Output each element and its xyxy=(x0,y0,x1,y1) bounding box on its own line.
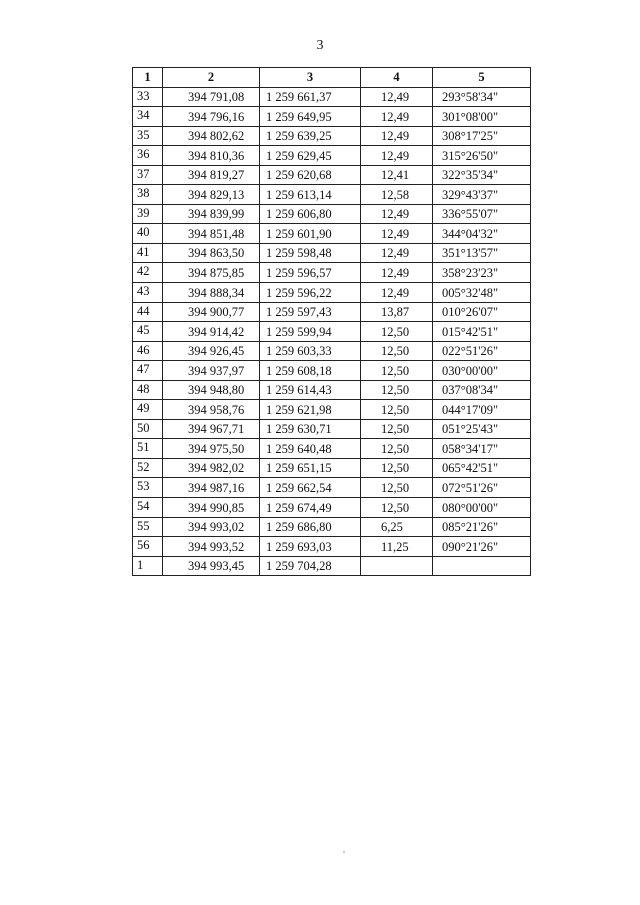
x-coordinate-cell: 394 987,16 xyxy=(163,478,260,498)
distance-cell: 12,50 xyxy=(361,322,433,342)
distance-cell: 12,50 xyxy=(361,478,433,498)
y-coordinate-cell: 1 259 620,68 xyxy=(260,165,361,185)
table-header xyxy=(133,68,531,88)
table-row xyxy=(133,380,531,400)
table-row xyxy=(133,478,531,498)
y-coordinate-cell: 1 259 606,80 xyxy=(260,204,361,224)
x-coordinate-cell: 394 875,85 xyxy=(163,263,260,283)
point-number-cell: 35 xyxy=(133,126,163,146)
point-number-cell: 34 xyxy=(133,107,163,127)
direction-angle-cell: 329°43'37" xyxy=(433,185,531,205)
direction-angle-cell: 315°26'50" xyxy=(433,146,531,166)
direction-angle-cell: 301°08'00" xyxy=(433,107,531,127)
distance-cell: 6,25 xyxy=(361,517,433,537)
direction-angle-cell: 005°32'48" xyxy=(433,283,531,303)
point-number-cell: 46 xyxy=(133,341,163,361)
x-coordinate-cell: 394 914,42 xyxy=(163,322,260,342)
table-row xyxy=(133,283,531,303)
distance-cell: 12,49 xyxy=(361,107,433,127)
table-row xyxy=(133,302,531,322)
table-row xyxy=(133,87,531,107)
point-number-cell: 37 xyxy=(133,165,163,185)
direction-angle-cell xyxy=(433,556,531,576)
distance-cell: 12,50 xyxy=(361,341,433,361)
x-coordinate-cell: 394 863,50 xyxy=(163,243,260,263)
table-row xyxy=(133,224,531,244)
table-row xyxy=(133,243,531,263)
direction-angle-cell: 022°51'26" xyxy=(433,341,531,361)
point-number-cell: 36 xyxy=(133,146,163,166)
table-body xyxy=(133,87,531,576)
direction-angle-cell: 351°13'57" xyxy=(433,243,531,263)
x-coordinate-cell: 394 948,80 xyxy=(163,380,260,400)
point-number-cell: 48 xyxy=(133,380,163,400)
x-coordinate-cell: 394 791,08 xyxy=(163,87,260,107)
scan-speck xyxy=(343,851,345,853)
x-coordinate-cell: 394 958,76 xyxy=(163,400,260,420)
direction-angle-cell: 030°00'00" xyxy=(433,361,531,381)
direction-angle-cell: 336°55'07" xyxy=(433,204,531,224)
y-coordinate-cell: 1 259 662,54 xyxy=(260,478,361,498)
x-coordinate-cell: 394 900,77 xyxy=(163,302,260,322)
direction-angle-cell: 085°21'26" xyxy=(433,517,531,537)
direction-angle-cell: 065°42'51" xyxy=(433,458,531,478)
distance-cell: 12,49 xyxy=(361,224,433,244)
y-coordinate-cell: 1 259 661,37 xyxy=(260,87,361,107)
point-number-cell: 54 xyxy=(133,498,163,518)
x-coordinate-cell: 394 796,16 xyxy=(163,107,260,127)
point-number-cell: 1 xyxy=(133,556,163,576)
distance-cell: 12,49 xyxy=(361,204,433,224)
header-cell-3: 3 xyxy=(260,68,361,88)
y-coordinate-cell: 1 259 651,15 xyxy=(260,458,361,478)
point-number-cell: 39 xyxy=(133,204,163,224)
y-coordinate-cell: 1 259 704,28 xyxy=(260,556,361,576)
direction-angle-cell: 044°17'09" xyxy=(433,400,531,420)
table-row xyxy=(133,322,531,342)
distance-cell: 12,49 xyxy=(361,126,433,146)
distance-cell: 12,50 xyxy=(361,400,433,420)
distance-cell: 12,49 xyxy=(361,263,433,283)
table-row xyxy=(133,361,531,381)
table-row xyxy=(133,458,531,478)
distance-cell: 12,49 xyxy=(361,146,433,166)
y-coordinate-cell: 1 259 613,14 xyxy=(260,185,361,205)
page-number: 3 xyxy=(316,38,324,53)
y-coordinate-cell: 1 259 640,48 xyxy=(260,439,361,459)
distance-cell: 12,50 xyxy=(361,419,433,439)
distance-cell xyxy=(361,556,433,576)
x-coordinate-cell: 394 937,97 xyxy=(163,361,260,381)
point-number-cell: 40 xyxy=(133,224,163,244)
point-number-cell: 56 xyxy=(133,537,163,557)
table-row xyxy=(133,400,531,420)
direction-angle-cell: 015°42'51" xyxy=(433,322,531,342)
table-row xyxy=(133,165,531,185)
distance-cell: 12,50 xyxy=(361,458,433,478)
coordinates-table xyxy=(132,67,531,576)
point-number-cell: 44 xyxy=(133,302,163,322)
table-row xyxy=(133,498,531,518)
header-cell-2: 2 xyxy=(163,68,260,88)
point-number-cell: 50 xyxy=(133,419,163,439)
x-coordinate-cell: 394 810,36 xyxy=(163,146,260,166)
direction-angle-cell: 308°17'25" xyxy=(433,126,531,146)
x-coordinate-cell: 394 926,45 xyxy=(163,341,260,361)
distance-cell: 12,49 xyxy=(361,243,433,263)
point-number-cell: 47 xyxy=(133,361,163,381)
x-coordinate-cell: 394 839,99 xyxy=(163,204,260,224)
header-cell-5: 5 xyxy=(433,68,531,88)
distance-cell: 12,58 xyxy=(361,185,433,205)
distance-cell: 12,49 xyxy=(361,283,433,303)
y-coordinate-cell: 1 259 603,33 xyxy=(260,341,361,361)
distance-cell: 12,50 xyxy=(361,380,433,400)
point-number-cell: 38 xyxy=(133,185,163,205)
table-row xyxy=(133,517,531,537)
x-coordinate-cell: 394 829,13 xyxy=(163,185,260,205)
y-coordinate-cell: 1 259 601,90 xyxy=(260,224,361,244)
x-coordinate-cell: 394 888,34 xyxy=(163,283,260,303)
direction-angle-cell: 322°35'34" xyxy=(433,165,531,185)
header-cell-4: 4 xyxy=(361,68,433,88)
table-row xyxy=(133,146,531,166)
point-number-cell: 53 xyxy=(133,478,163,498)
distance-cell: 11,25 xyxy=(361,537,433,557)
direction-angle-cell: 037°08'34" xyxy=(433,380,531,400)
point-number-cell: 51 xyxy=(133,439,163,459)
header-row xyxy=(133,68,531,88)
y-coordinate-cell: 1 259 596,57 xyxy=(260,263,361,283)
y-coordinate-cell: 1 259 608,18 xyxy=(260,361,361,381)
point-number-cell: 43 xyxy=(133,283,163,303)
table-row xyxy=(133,107,531,127)
direction-angle-cell: 080°00'00" xyxy=(433,498,531,518)
y-coordinate-cell: 1 259 599,94 xyxy=(260,322,361,342)
header-cell-1: 1 xyxy=(133,68,163,88)
y-coordinate-cell: 1 259 693,03 xyxy=(260,537,361,557)
distance-cell: 12,50 xyxy=(361,498,433,518)
distance-cell: 12,49 xyxy=(361,87,433,107)
direction-angle-cell: 293°58'34" xyxy=(433,87,531,107)
y-coordinate-cell: 1 259 686,80 xyxy=(260,517,361,537)
y-coordinate-cell: 1 259 597,43 xyxy=(260,302,361,322)
x-coordinate-cell: 394 975,50 xyxy=(163,439,260,459)
table-row xyxy=(133,185,531,205)
point-number-cell: 41 xyxy=(133,243,163,263)
table-row xyxy=(133,537,531,557)
table-row xyxy=(133,556,531,576)
direction-angle-cell: 058°34'17" xyxy=(433,439,531,459)
x-coordinate-cell: 394 990,85 xyxy=(163,498,260,518)
x-coordinate-cell: 394 802,62 xyxy=(163,126,260,146)
table-row xyxy=(133,126,531,146)
y-coordinate-cell: 1 259 639,25 xyxy=(260,126,361,146)
direction-angle-cell: 358°23'23" xyxy=(433,263,531,283)
table-row xyxy=(133,439,531,459)
table-row xyxy=(133,341,531,361)
x-coordinate-cell: 394 851,48 xyxy=(163,224,260,244)
direction-angle-cell: 344°04'32" xyxy=(433,224,531,244)
point-number-cell: 33 xyxy=(133,87,163,107)
table-row xyxy=(133,263,531,283)
point-number-cell: 45 xyxy=(133,322,163,342)
point-number-cell: 49 xyxy=(133,400,163,420)
y-coordinate-cell: 1 259 630,71 xyxy=(260,419,361,439)
y-coordinate-cell: 1 259 614,43 xyxy=(260,380,361,400)
distance-cell: 12,50 xyxy=(361,361,433,381)
distance-cell: 12,41 xyxy=(361,165,433,185)
x-coordinate-cell: 394 993,02 xyxy=(163,517,260,537)
direction-angle-cell: 072°51'26" xyxy=(433,478,531,498)
x-coordinate-cell: 394 982,02 xyxy=(163,458,260,478)
y-coordinate-cell: 1 259 674,49 xyxy=(260,498,361,518)
y-coordinate-cell: 1 259 649,95 xyxy=(260,107,361,127)
y-coordinate-cell: 1 259 598,48 xyxy=(260,243,361,263)
direction-angle-cell: 051°25'43" xyxy=(433,419,531,439)
point-number-cell: 55 xyxy=(133,517,163,537)
x-coordinate-cell: 394 993,45 xyxy=(163,556,260,576)
table-row xyxy=(133,204,531,224)
x-coordinate-cell: 394 819,27 xyxy=(163,165,260,185)
y-coordinate-cell: 1 259 629,45 xyxy=(260,146,361,166)
distance-cell: 12,50 xyxy=(361,439,433,459)
direction-angle-cell: 090°21'26" xyxy=(433,537,531,557)
point-number-cell: 52 xyxy=(133,458,163,478)
direction-angle-cell: 010°26'07" xyxy=(433,302,531,322)
table-row xyxy=(133,419,531,439)
y-coordinate-cell: 1 259 621,98 xyxy=(260,400,361,420)
distance-cell: 13,87 xyxy=(361,302,433,322)
point-number-cell: 42 xyxy=(133,263,163,283)
x-coordinate-cell: 394 993,52 xyxy=(163,537,260,557)
y-coordinate-cell: 1 259 596,22 xyxy=(260,283,361,303)
x-coordinate-cell: 394 967,71 xyxy=(163,419,260,439)
